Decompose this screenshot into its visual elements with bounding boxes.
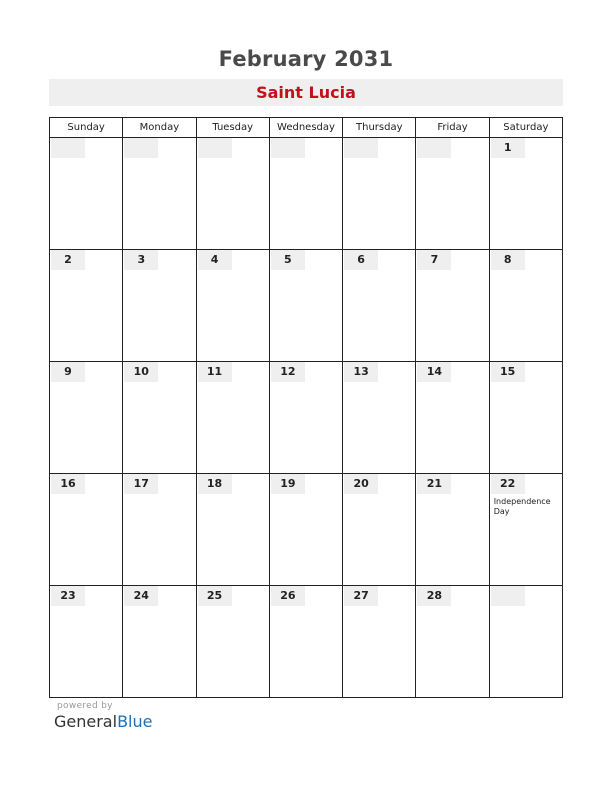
day-number: 3 bbox=[124, 250, 158, 270]
day-cell[interactable] bbox=[196, 138, 269, 250]
day-number bbox=[51, 138, 85, 158]
day-number: 25 bbox=[198, 586, 232, 606]
day-number bbox=[491, 586, 525, 606]
day-number: 5 bbox=[271, 250, 305, 270]
day-cell[interactable] bbox=[416, 138, 489, 250]
weekday-header-tuesday: Tuesday bbox=[196, 118, 269, 138]
day-cell[interactable] bbox=[196, 250, 269, 362]
day-number: 16 bbox=[51, 474, 85, 494]
day-number: 10 bbox=[124, 362, 158, 382]
day-cell[interactable] bbox=[269, 586, 342, 698]
week-row bbox=[50, 138, 563, 250]
day-number: 23 bbox=[51, 586, 85, 606]
day-cell[interactable] bbox=[196, 474, 269, 586]
country-banner bbox=[49, 79, 563, 106]
day-cell[interactable] bbox=[343, 362, 416, 474]
day-cell[interactable] bbox=[416, 250, 489, 362]
day-cell[interactable] bbox=[489, 474, 562, 586]
day-cell[interactable] bbox=[489, 586, 562, 698]
day-number: 11 bbox=[198, 362, 232, 382]
day-number: 19 bbox=[271, 474, 305, 494]
calendar-body bbox=[50, 138, 563, 698]
day-cell[interactable] bbox=[489, 250, 562, 362]
week-row bbox=[50, 362, 563, 474]
day-cell[interactable] bbox=[416, 586, 489, 698]
brand-name-part1: General bbox=[54, 712, 118, 731]
day-cell[interactable] bbox=[343, 138, 416, 250]
day-number: 21 bbox=[417, 474, 451, 494]
calendar-grid bbox=[49, 117, 563, 698]
day-number: 9 bbox=[51, 362, 85, 382]
day-cell[interactable] bbox=[343, 586, 416, 698]
weekday-header-saturday: Saturday bbox=[489, 118, 562, 138]
day-cell[interactable] bbox=[50, 474, 123, 586]
day-cell[interactable] bbox=[123, 138, 196, 250]
day-number: 2 bbox=[51, 250, 85, 270]
day-number bbox=[124, 138, 158, 158]
day-cell[interactable] bbox=[343, 474, 416, 586]
day-cell[interactable] bbox=[123, 474, 196, 586]
weekday-header-thursday: Thursday bbox=[343, 118, 416, 138]
weekday-header-monday: Monday bbox=[123, 118, 196, 138]
day-number: 24 bbox=[124, 586, 158, 606]
day-number: 27 bbox=[344, 586, 378, 606]
day-number bbox=[417, 138, 451, 158]
day-cell[interactable] bbox=[416, 362, 489, 474]
day-number: 14 bbox=[417, 362, 451, 382]
day-number: 7 bbox=[417, 250, 451, 270]
day-number: 13 bbox=[344, 362, 378, 382]
day-number: 12 bbox=[271, 362, 305, 382]
week-row bbox=[50, 586, 563, 698]
day-cell[interactable] bbox=[50, 138, 123, 250]
weekday-header-wednesday: Wednesday bbox=[269, 118, 342, 138]
week-row bbox=[50, 474, 563, 586]
brand-logo[interactable] bbox=[54, 712, 152, 731]
day-number: 28 bbox=[417, 586, 451, 606]
day-cell[interactable] bbox=[123, 362, 196, 474]
day-number: 8 bbox=[491, 250, 525, 270]
day-cell[interactable] bbox=[123, 586, 196, 698]
day-cell[interactable] bbox=[269, 474, 342, 586]
weekday-header-sunday: Sunday bbox=[50, 118, 123, 138]
day-cell[interactable] bbox=[269, 250, 342, 362]
day-number bbox=[344, 138, 378, 158]
day-number bbox=[198, 138, 232, 158]
powered-by-label: powered by bbox=[57, 701, 113, 711]
day-cell[interactable] bbox=[269, 362, 342, 474]
day-cell[interactable] bbox=[50, 250, 123, 362]
day-number: 6 bbox=[344, 250, 378, 270]
brand-name-part2: Blue bbox=[117, 712, 153, 731]
day-cell[interactable] bbox=[196, 362, 269, 474]
weekday-header-row bbox=[50, 118, 563, 138]
day-number: 26 bbox=[271, 586, 305, 606]
day-cell[interactable] bbox=[343, 250, 416, 362]
week-row bbox=[50, 250, 563, 362]
day-number: 20 bbox=[344, 474, 378, 494]
day-number: 18 bbox=[198, 474, 232, 494]
day-number: 22 bbox=[491, 474, 525, 494]
page-title: February 2031 bbox=[218, 47, 394, 71]
country-name: Saint Lucia bbox=[256, 83, 356, 102]
day-number: 1 bbox=[491, 138, 525, 158]
day-cell[interactable] bbox=[50, 586, 123, 698]
day-number: 4 bbox=[198, 250, 232, 270]
day-cell[interactable] bbox=[416, 474, 489, 586]
day-cell[interactable] bbox=[489, 362, 562, 474]
day-cell[interactable] bbox=[269, 138, 342, 250]
day-cell[interactable] bbox=[196, 586, 269, 698]
day-number: 15 bbox=[491, 362, 525, 382]
holiday-label: Independence Day bbox=[493, 497, 551, 516]
day-cell[interactable] bbox=[50, 362, 123, 474]
weekday-header-friday: Friday bbox=[416, 118, 489, 138]
day-cell[interactable] bbox=[123, 250, 196, 362]
day-cell[interactable] bbox=[489, 138, 562, 250]
day-number bbox=[271, 138, 305, 158]
day-number: 17 bbox=[124, 474, 158, 494]
